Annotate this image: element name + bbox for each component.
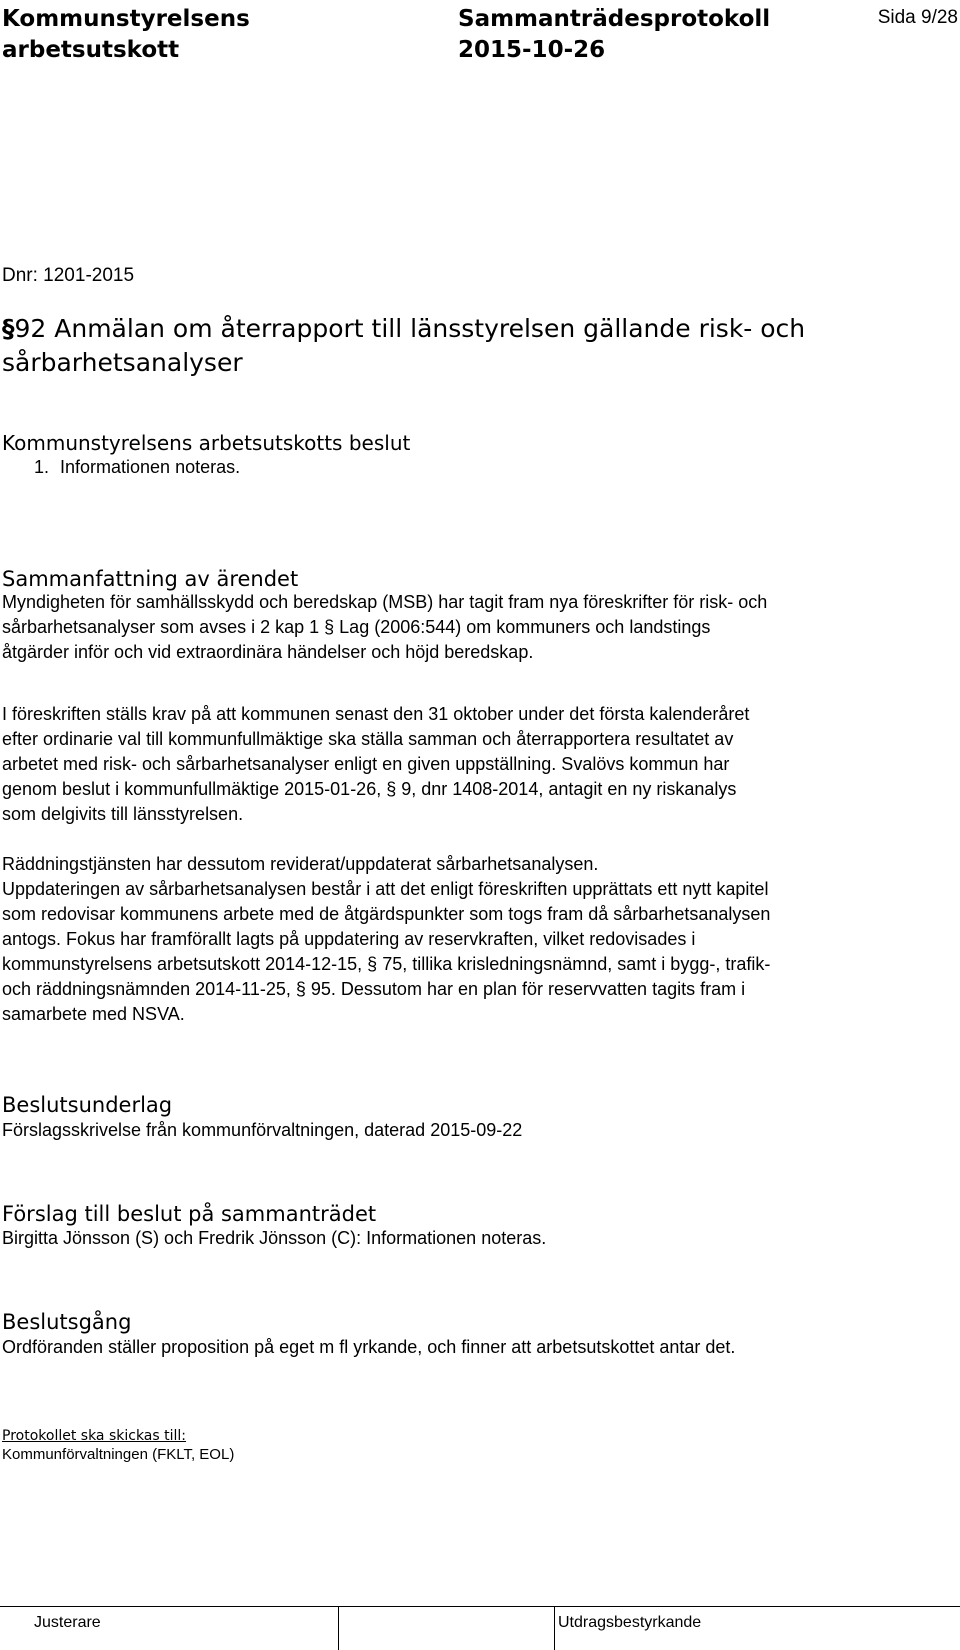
text-line: arbetet med risk- och sårbarhetsanalyser enligt en given uppställning. Svalövs kommun har <box>2 754 730 774</box>
footer-divider <box>0 1606 960 1607</box>
beslutsgang-text: Ordföranden ställer proposition på eget m fl yrkande, och finner att arbetsutskottet antar det. <box>2 1337 736 1357</box>
list-item-text: Informationen noteras. <box>60 457 241 477</box>
footer-justerare: Justerare <box>34 1614 101 1631</box>
paragraph-mark: § <box>2 314 15 343</box>
sammanfattning-heading: Sammanfattning av ärendet <box>2 567 299 591</box>
footer-column-divider <box>338 1606 339 1650</box>
header-doc-type: Sammanträdesprotokoll <box>458 6 771 32</box>
text-line: genom beslut i kommunfullmäktige 2015-01-26, § 9, dnr 1408-2014, antagit en ny riskanalys <box>2 779 737 799</box>
text-line: Räddningstjänsten har dessutom reviderat/uppdaterat sårbarhetsanalysen. <box>2 854 599 874</box>
header-page-number: Sida 9/28 <box>877 7 958 28</box>
text-line: som delgivits till länsstyrelsen. <box>2 804 244 824</box>
page-title <box>2 312 958 380</box>
list-item <box>34 455 958 480</box>
text-line: I föreskriften ställs krav på att kommunen senast den 31 oktober under det första kalenderåret <box>2 704 750 724</box>
header-doc <box>458 4 770 66</box>
title-line2: sårbarhetsanalyser <box>2 348 243 377</box>
protokoll-heading: Protokollet ska skickas till: <box>2 1428 187 1444</box>
text-line: Myndigheten för samhällsskydd och beredskap (MSB) har tagit fram nya föreskrifter för risk- och <box>2 592 768 612</box>
beslut-list <box>34 455 958 480</box>
header-org <box>2 4 250 66</box>
footer-utdragsbestyrkande: Utdragsbestyrkande <box>558 1614 702 1631</box>
sammanfattning-paragraph-2 <box>2 702 958 827</box>
header-org-line2: arbetsutskott <box>2 37 180 63</box>
sammanfattning-paragraph-1 <box>2 590 958 665</box>
text-line: efter ordinarie val till kommunfullmäktige ska ställa samman och återrapportera resultatet av <box>2 729 734 749</box>
sammanfattning-paragraph-3 <box>2 852 958 877</box>
title-line1 <box>2 312 958 346</box>
header-date: 2015-10-26 <box>458 37 606 63</box>
protokoll-recipient: Kommunförvaltningen (FKLT, EOL) <box>2 1446 235 1463</box>
footer-column-divider <box>554 1606 555 1650</box>
beslutsgang-heading: Beslutsgång <box>2 1310 132 1334</box>
text-line: kommunstyrelsens arbetsutskott 2014-12-15, § 75, tillika krisledningsnämnd, samt i bygg-, trafik- <box>2 954 771 974</box>
beslut-heading: Kommunstyrelsens arbetsutskotts beslut <box>2 431 411 455</box>
text-line: som redovisar kommunens arbete med de åtgärdspunkter som togs fram då sårbarhetsanalysen <box>2 904 771 924</box>
beslutsunderlag-heading: Beslutsunderlag <box>2 1093 173 1117</box>
text-line: och räddningsnämnden 2014-11-25, § 95. Dessutom har en plan för reservvatten tagits fram i <box>2 979 746 999</box>
list-item-number: 1. <box>34 457 50 477</box>
header-org-line1: Kommunstyrelsens <box>2 6 250 32</box>
text-line: antogs. Fokus har framförallt lagts på uppdatering av reservkraften, vilket redovisades i <box>2 929 696 949</box>
text-line: samarbete med NSVA. <box>2 1004 185 1024</box>
text-line: sårbarhetsanalyser som avses i 2 kap 1 § Lag (2006:544) om kommuners och landstings <box>2 617 711 637</box>
forslag-text: Birgitta Jönsson (S) och Fredrik Jönsson (C): Informationen noteras. <box>2 1228 547 1248</box>
title-line1-text: 92 Anmälan om återrapport till länsstyrelsen gällande risk- och <box>14 314 806 343</box>
sammanfattning-paragraph-4 <box>2 877 958 1027</box>
text-line: Uppdateringen av sårbarhetsanalysen består i att det enligt föreskriften upprättats ett nytt kapitel <box>2 879 769 899</box>
forslag-heading: Förslag till beslut på sammanträdet <box>2 1202 377 1226</box>
beslutsunderlag-text: Förslagsskrivelse från kommunförvaltningen, daterad 2015-09-22 <box>2 1120 523 1140</box>
dnr: Dnr: 1201-2015 <box>2 265 135 286</box>
text-line: åtgärder inför och vid extraordinära händelser och höjd beredskap. <box>2 642 534 662</box>
